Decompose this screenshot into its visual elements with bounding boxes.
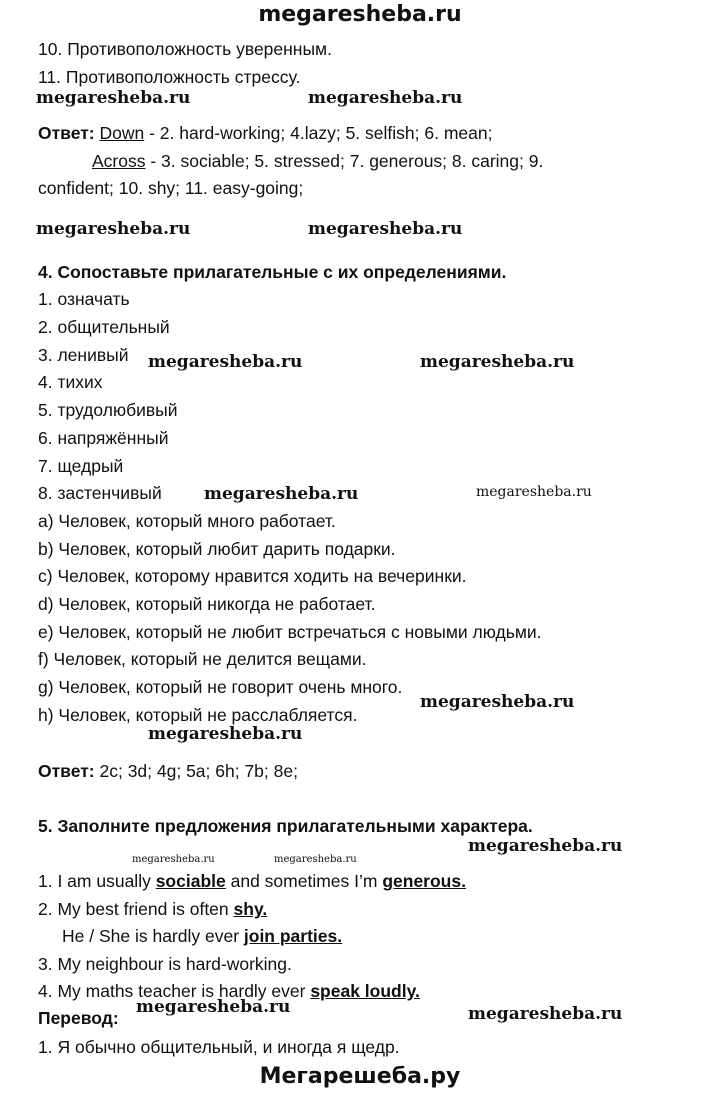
task5-title: 5. Заполните предложения прилагательными характера. [38,816,533,836]
answer-word: speak loudly. [310,981,420,1001]
task4-word: 4. тихих [38,372,103,392]
task4-definition: b) Человек, который любит дарить подарки. [38,539,396,559]
task5-sentence-2 [38,898,267,920]
task4-answer [38,760,298,782]
task5-sentence-1 [38,870,466,892]
answer-down-line [38,122,492,144]
task4-definition: h) Человек, который не расслабляется. [38,705,358,725]
task4-title: 4. Сопоставьте прилагательные с их определениями. [38,262,507,282]
task4-definition: a) Человек, который много работает. [38,511,336,531]
watermark: megaresheba.ru [476,484,592,500]
sentence-text: 4. My maths teacher is hardly ever [38,981,311,1001]
watermark: megaresheba.ru [420,692,575,712]
sentence-text: and sometimes I’m [225,871,383,891]
answer-word: sociable [155,871,226,891]
task4-definition: g) Человек, который не говорит очень много. [38,677,403,697]
down-text: - 2. hard-working; 4.lazy; 5. selfish; 6. mean; [144,123,493,143]
translation-1: 1. Я обычно общительный, и иногда я щедр. [38,1037,400,1057]
watermark: megaresheba.ru [308,88,463,108]
translation-label: Перевод: [38,1008,119,1028]
watermark: megaresheba.ru [36,219,191,239]
task4-definition: f) Человек, который не делится вещами. [38,649,367,669]
answer-text: 2c; 3d; 4g; 5a; 6h; 7b; 8e; [94,761,298,781]
sentence-text: 2. My best friend is often [38,899,234,919]
watermark: megaresheba.ru [36,88,191,108]
task5-sentence-3: 3. My neighbour is hard-working. [38,954,292,974]
across-text: - 3. sociable; 5. stressed; 7. generous; 8. caring; 9. [145,151,544,171]
task4-word: 1. означать [38,289,130,309]
answer-across-line [92,150,543,172]
answer-word: shy. [233,899,268,919]
task4-word: 2. общительный [38,317,170,337]
watermark: megaresheba.ru [420,352,575,372]
task4-word: 5. трудолюбивый [38,400,178,420]
watermark: megaresheba.ru [308,219,463,239]
down-label: Down [99,123,145,143]
watermark: megaresheba.ru [148,724,303,744]
task4-definition: d) Человек, который никогда не работает. [38,594,376,614]
task4-word: 3. ленивый [38,345,129,365]
answer-across-cont: confident; 10. shy; 11. easy-going; [38,178,304,198]
site-footer: Мегарешеба.ру [259,1064,461,1089]
watermark: megaresheba.ru [148,352,303,372]
watermark: megaresheba.ru [468,836,623,856]
watermark: megaresheba.ru [274,854,357,865]
task4-definition: c) Человек, которому нравится ходить на вечеринки. [38,566,467,586]
task5-sentence-2b [62,925,342,947]
across-label: Across [92,151,146,171]
answer-word: join parties. [243,926,343,946]
prev-item-10: 10. Противоположность уверенным. [38,39,332,59]
watermark: megaresheba.ru [204,484,359,504]
task4-definition: e) Человек, который не любит встречаться с новыми людьми. [38,622,542,642]
task4-word: 8. застенчивый [38,483,162,503]
answer-label: Ответ: [38,761,95,781]
sentence-text: 1. I am usually [38,871,156,891]
watermark: megaresheba.ru [468,1004,623,1024]
answer-word: generous. [382,871,466,891]
site-header: megaresheba.ru [258,2,462,27]
watermark: megaresheba.ru [136,997,291,1017]
task4-word: 6. напряжённый [38,428,169,448]
sentence-text: He / She is hardly ever [62,926,244,946]
prev-item-11: 11. Противоположность стрессу. [38,67,301,87]
task4-word: 7. щедрый [38,456,124,476]
watermark: megaresheba.ru [132,854,215,865]
answer-label: Ответ: [38,123,95,143]
